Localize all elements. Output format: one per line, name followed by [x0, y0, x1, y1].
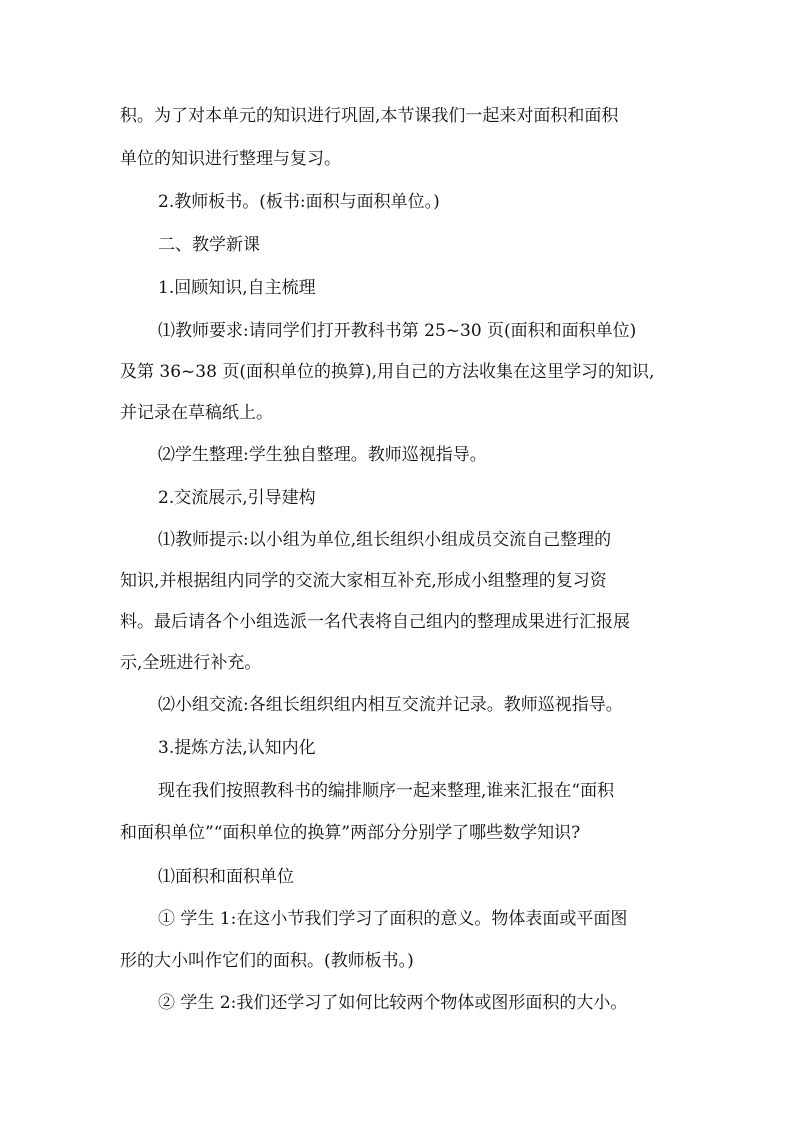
paragraph-line: 单位的知识进行整理与复习。 — [120, 149, 341, 169]
subsection-heading: 1.回顾知识,自主梳理 — [158, 278, 316, 298]
paragraph-line: 现在我们按照教科书的编排顺序一起来整理,谁来汇报在“面积 — [158, 781, 615, 801]
paragraph-line: 并记录在草稿纸上。 — [120, 403, 273, 423]
paragraph-line: ⑵小组交流:各组长组织组内相互交流并记录。教师巡视指导。 — [158, 695, 623, 715]
paragraph-line: 形的大小叫作它们的面积。(教师板书。) — [120, 951, 414, 971]
paragraph-line: 及第 36~38 页(面积单位的换算),用自己的方法收集在这里学习的知识, — [120, 362, 655, 382]
section-heading: 二、教学新课 — [158, 235, 260, 255]
paragraph-line: 2.教师板书。(板书:面积与面积单位。) — [158, 192, 440, 212]
paragraph-line: ⑵学生整理:学生独自整理。教师巡视指导。 — [158, 445, 487, 465]
paragraph-line: ② 学生 2:我们还学习了如何比较两个物体或图形面积的大小。 — [158, 993, 628, 1013]
paragraph-line: ⑴教师提示:以小组为单位,组长组织小组成员交流自己整理的 — [158, 530, 612, 550]
paragraph-line: 积。为了对本单元的知识进行巩固,本节课我们一起来对面积和面积 — [120, 106, 619, 126]
paragraph-line: ① 学生 1:在这小节我们学习了面积的意义。物体表面或平面图 — [158, 909, 628, 929]
subsection-heading: 2.交流展示,引导建构 — [158, 488, 316, 508]
paragraph-line: 示,全班进行补充。 — [120, 653, 262, 673]
paragraph-line: 和面积单位”“面积单位的换算”两部分分别学了哪些数学知识? — [120, 823, 581, 843]
paragraph-line: ⑴面积和面积单位 — [158, 867, 294, 887]
paragraph-line: ⑴教师要求:请同学们打开教科书第 25~30 页(面积和面积单位) — [158, 321, 637, 341]
paragraph-line: 料。最后请各个小组选派一名代表将自己组内的整理成果进行汇报展 — [120, 612, 630, 632]
subsection-heading: 3.提炼方法,认知内化 — [158, 738, 316, 758]
paragraph-line: 知识,并根据组内同学的交流大家相互补充,形成小组整理的复习资 — [120, 571, 607, 591]
